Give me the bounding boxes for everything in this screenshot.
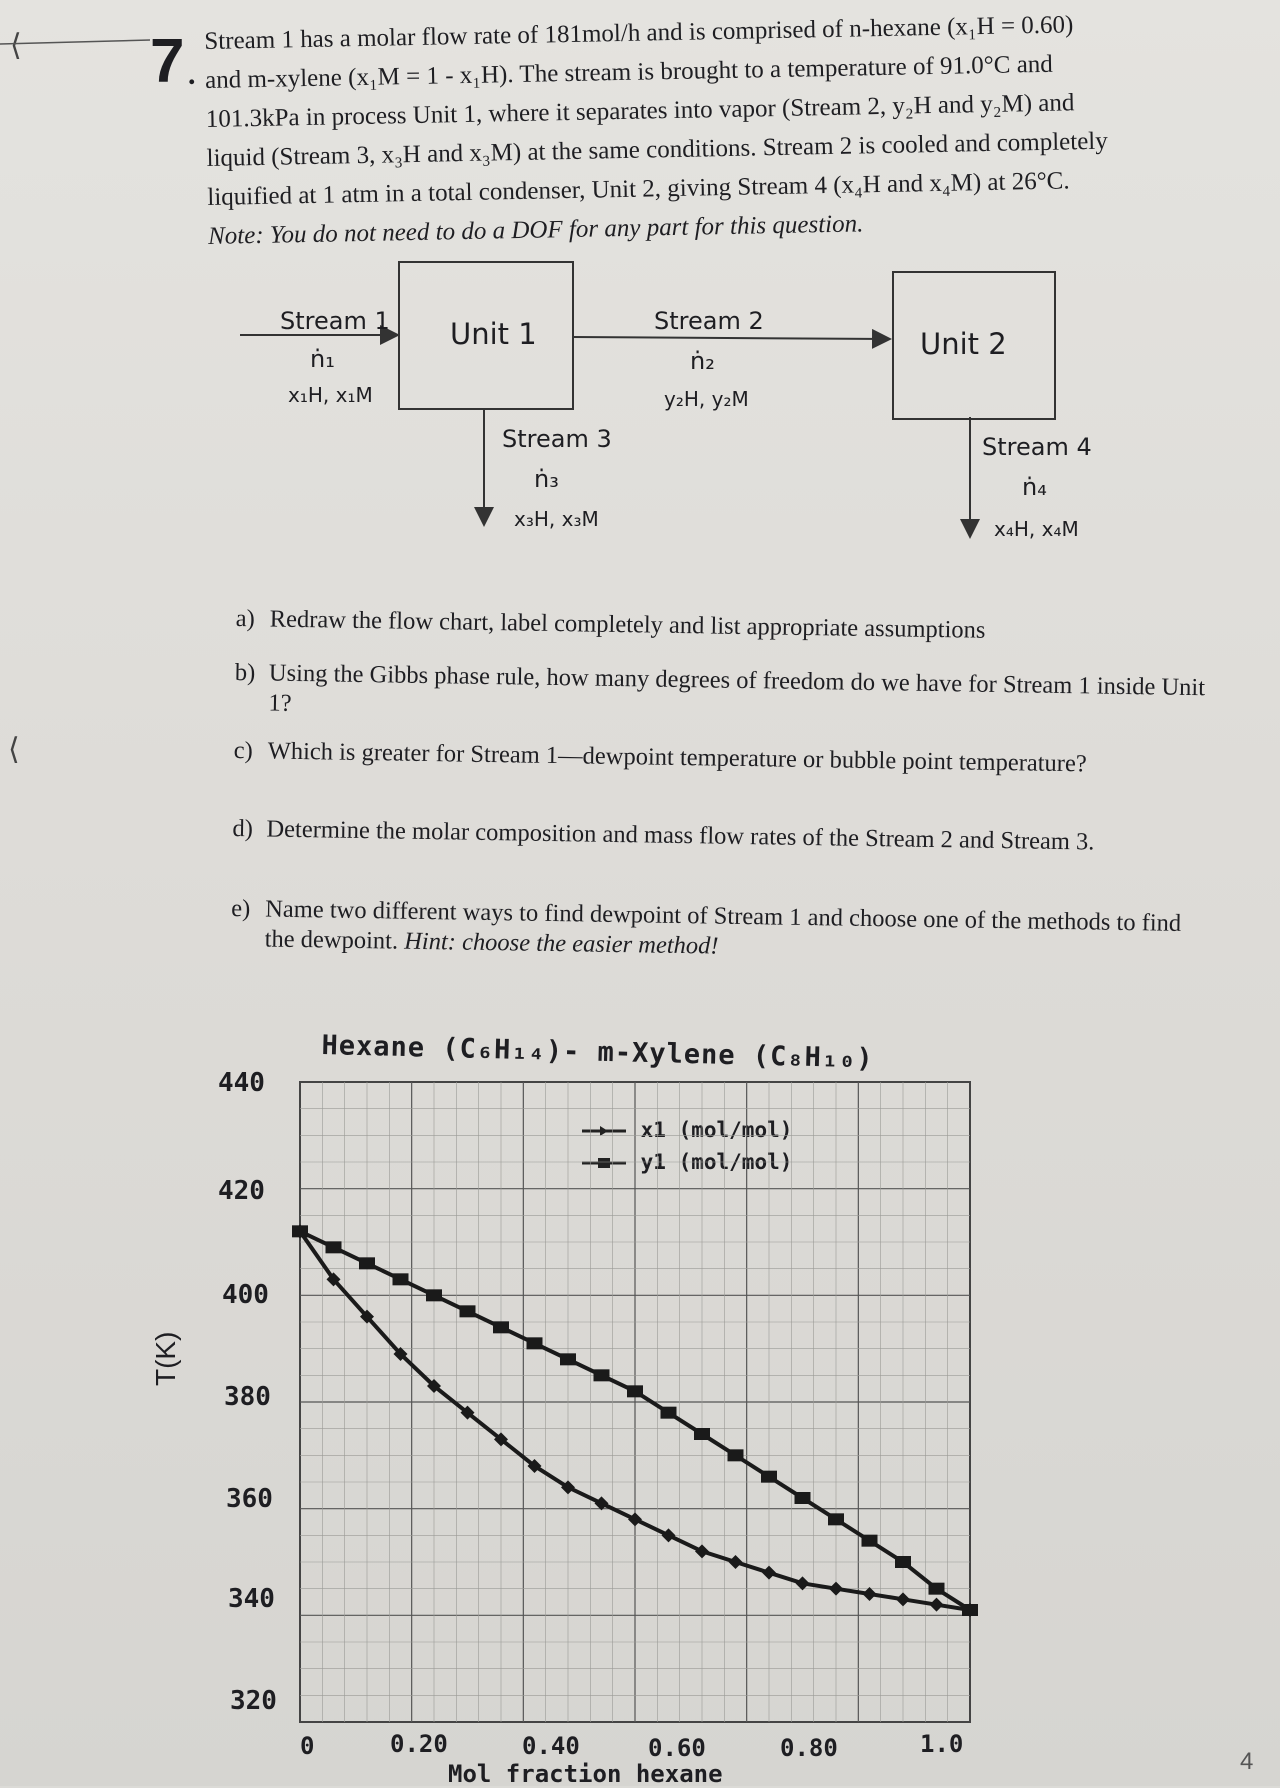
stream4-name: Stream 4	[982, 433, 1092, 461]
stem-line: liquified at 1 atm in a total condenser, Unit 2, giving Stream 4 (x₄H and x₄M) at 26°C.	[207, 167, 1070, 211]
x-tick-label: 0	[300, 1732, 315, 1760]
stream1-composition: x₁H, x₁M	[288, 383, 373, 407]
y-tick-label: 340	[228, 1584, 275, 1614]
part-text: Redraw the flow chart, label completely and list appropriate assumptions	[269, 605, 986, 644]
data-point-x1	[762, 1566, 776, 1580]
data-point-y1	[828, 1513, 844, 1525]
stream1-name: Stream 1	[280, 307, 390, 335]
y-tick-label: 420	[218, 1176, 265, 1206]
part-text: Which is greater for Stream 1—dewpoint temperature or bubble point temperature?	[267, 737, 1087, 778]
y-tick-label: 400	[222, 1280, 269, 1310]
stem-note: Note: You do not need to do a DOF for any part for this question.	[207, 210, 864, 250]
data-point-y1	[795, 1492, 811, 1504]
margin-mark-icon: ⟨	[10, 29, 22, 62]
x-tick-label: 0.60	[648, 1734, 706, 1762]
y-axis-label: T(K)	[150, 1331, 181, 1386]
part-letter: e)	[231, 894, 251, 923]
data-point-y1	[527, 1337, 543, 1349]
data-point-x1	[930, 1598, 944, 1612]
data-point-y1	[627, 1385, 643, 1397]
data-point-y1	[661, 1407, 677, 1419]
data-point-y1	[862, 1535, 878, 1547]
chart-title: Hexane (C₆H₁₄)- m-Xylene (C₈H₁₀)	[321, 1030, 875, 1075]
data-point-x1	[829, 1582, 843, 1596]
data-point-y1	[493, 1321, 509, 1333]
data-point-x1	[695, 1544, 709, 1558]
data-point-y1	[761, 1471, 777, 1483]
part-letter: d)	[232, 814, 254, 843]
stem-line: 101.3kPa in process Unit 1, where it separates into vapor (Stream 2, y₂H and y₂M) and	[205, 89, 1075, 133]
y-tick-label: 360	[226, 1484, 273, 1514]
part-text: Determine the molar composition and mass flow rates of the Stream 2 and Stream 3.	[266, 815, 1095, 856]
unit1-label: Unit 1	[450, 317, 537, 351]
data-point-y1	[393, 1273, 409, 1285]
page-corner-mark: 4	[1240, 1748, 1254, 1775]
part-e-hint: Hint: choose the easier method!	[404, 927, 719, 960]
data-point-y1	[929, 1583, 945, 1595]
x-tick-label: 0.20	[390, 1730, 448, 1758]
part-e-text: Name two different ways to find dewpoint of Stream 1 and choose one of the methods to find the dewpoint.	[264, 895, 1182, 955]
legend-label-y1: y1 (mol/mol)	[640, 1150, 793, 1174]
data-point-y1	[359, 1257, 375, 1269]
stream4-flow: ṅ₄	[1022, 473, 1047, 501]
data-point-y1	[694, 1428, 710, 1440]
x-tick-label: 1.0	[920, 1730, 964, 1758]
part-letter: b)	[234, 658, 256, 687]
data-point-y1	[594, 1369, 610, 1381]
data-point-y1	[426, 1289, 442, 1301]
data-point-y1	[560, 1353, 576, 1365]
data-point-x1	[896, 1592, 910, 1606]
stream1-flow: ṅ₁	[310, 345, 335, 373]
data-point-y1	[962, 1604, 978, 1616]
stream2-composition: y₂H, y₂M	[664, 387, 749, 411]
data-point-x1	[796, 1576, 810, 1590]
data-point-y1	[728, 1449, 744, 1461]
stem-line: and m-xylene (x₁M = 1 - x₁H). The stream is brought to a temperature of 91.0°C and	[204, 50, 1054, 94]
legend-label-x1: x1 (mol/mol)	[640, 1118, 793, 1142]
y-tick-label: 440	[218, 1068, 265, 1098]
y-tick-label: 320	[230, 1686, 277, 1716]
question-dot: .	[188, 58, 196, 91]
stream3-composition: x₃H, x₃M	[514, 507, 599, 531]
data-point-y1	[460, 1305, 476, 1317]
y-tick-label: 380	[224, 1382, 271, 1412]
x-tick-label: 0.40	[522, 1732, 580, 1760]
data-point-y1	[895, 1556, 911, 1568]
data-point-y1	[326, 1241, 342, 1253]
stream3-name: Stream 3	[502, 425, 612, 453]
data-point-x1	[729, 1555, 743, 1569]
stem-line: liquid (Stream 3, x₃H and x₃M) at the same conditions. Stream 2 is cooled and completely	[206, 127, 1108, 172]
unit2-label: Unit 2	[920, 327, 1007, 361]
data-point-y1	[292, 1225, 308, 1237]
part-letter: c)	[233, 736, 253, 765]
data-point-x1	[662, 1528, 676, 1542]
data-point-x1	[628, 1512, 642, 1526]
stem-line: Stream 1 has a molar flow rate of 181mol/h and is comprised of n-hexane (x₁H = 0.60)	[204, 11, 1074, 55]
x-tick-label: 0.80	[780, 1734, 838, 1762]
part-letter: a)	[235, 604, 256, 633]
x-axis-label: Mol fraction hexane	[448, 1760, 723, 1788]
part-text: Using the Gibbs phase rule, how many degrees of freedom do we have for Stream 1 inside Unit 1?	[268, 659, 1206, 717]
stream2-name: Stream 2	[654, 307, 764, 335]
stream2-flow: ṅ₂	[690, 347, 715, 375]
margin-mark-icon: ⟨	[8, 733, 20, 766]
stream4-composition: x₄H, x₄M	[994, 517, 1079, 541]
question-number: 7	[150, 27, 185, 96]
data-point-x1	[863, 1587, 877, 1601]
stream3-flow: ṅ₃	[534, 465, 559, 493]
